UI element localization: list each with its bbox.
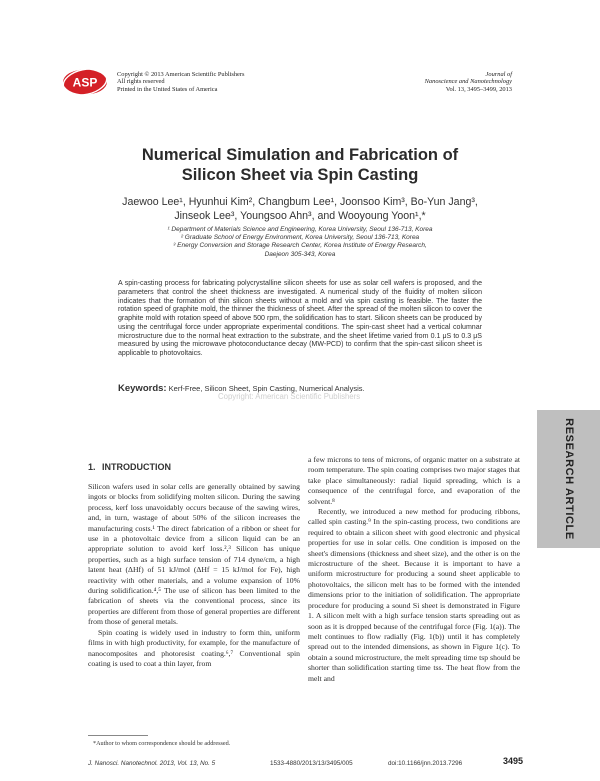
- journal-line-2: Nanoscience and Nanotechnology: [424, 78, 512, 86]
- header-left: [117, 71, 245, 93]
- section-heading: [88, 462, 171, 472]
- abstract: A spin-casting process for fabricating polycrystalline silicon sheets for use as solar cell wafers is proposed, and the parameters that control the sheet thickness are investigated. A numerical study of the fluidity of molten silicon indicates that the formation of thin silicon sheets without a mold and via spin casting is feasible. The faster the rotation speed of graphite mold, the thinner the thickness of sheet. After the spread of the molten silicon to cover the graphite mold with rotation speed of above 500 rpm, the solidification has to start. Silicon sheets can be produced by using the centrifugal force under appropriate experimental conditions. The spin-cast sheet had a vertical columnar microstructure due to the normal heat extraction to the substrate, and the sheet lifetime varied from 0.1 μS to 0.3 μS measured by using the microwave photoconductance decay (MW-PCD) to confirm that the spin-cast silicon sheet is applicable to photovoltaics.: [118, 280, 482, 357]
- affiliation-1: ¹ Department of Materials Science and Engineering, Korea University, Seoul 136-713, Korea: [167, 226, 433, 233]
- footer-journal: J. Nanosci. Nanotechnol. 2013, Vol. 13, No. 5: [88, 760, 216, 767]
- column-left: [88, 482, 300, 669]
- affiliation-3b: Daejeon 305-343, Korea: [264, 250, 336, 258]
- paragraph: Spin coating is widely used in industry to form thin, uniform films in with high productivity, for example, for the manufacture of nanocomposites and photoresist coating.⁶,⁷ Conventional spin coating is used to coat a thin layer, from: [88, 627, 300, 668]
- section-title: INTRODUCTION: [102, 462, 172, 472]
- keywords-label: Keywords:: [118, 383, 167, 394]
- asp-logo: [62, 68, 108, 96]
- section-number: 1.: [88, 462, 96, 472]
- affiliations: [120, 226, 480, 259]
- authors-line-1: Jaewoo Lee¹, Hyunhui Kim², Changbum Lee¹, Joonsoo Kim³, Bo-Yun Jang³,: [122, 196, 478, 208]
- research-article-tab: [537, 410, 600, 548]
- title-line-1: Numerical Simulation and Fabrication of: [141, 146, 459, 164]
- rights-line: All rights reserved: [117, 78, 165, 86]
- affiliation-3: ³ Energy Conversion and Storage Research Center, Korea Institute of Energy Research,: [173, 242, 427, 250]
- journal-line-1: Journal of: [485, 71, 512, 78]
- side-tab-label: RESEARCH ARTICLE: [562, 418, 575, 540]
- printed-line: Printed in the United States of America: [117, 85, 218, 93]
- watermark: Copyright: American Scientific Publishers: [218, 392, 361, 401]
- volume-line: Vol. 13, 3495–3499, 2013: [445, 85, 512, 93]
- paragraph: a few microns to tens of microns, of organic matter on a substrate at room temperature. The spin coating comprises two major stages that take place simultaneously: radial liquid spreading, which is a consequence of the centrifugal force, and evaporation of the solvent.⁸: [308, 455, 520, 506]
- logo-text: ASP: [72, 75, 98, 90]
- footnote-rule: [88, 735, 148, 736]
- footer-doi: doi:10.1166/jnn.2013.7296: [388, 760, 463, 767]
- column-right: [308, 455, 520, 684]
- paper-title: [0, 145, 600, 185]
- page-number: 3495: [503, 756, 524, 766]
- affiliation-2: ² Graduate School of Energy Environment, Korea University, Seoul 136-713, Korea: [180, 234, 420, 242]
- footnote: *Author to whom correspondence should be addressed.: [93, 740, 231, 747]
- footer-issn: 1533-4880/2013/13/3495/005: [270, 760, 353, 767]
- title-line-2: Silicon Sheet via Spin Casting: [181, 166, 419, 184]
- header-right: [425, 71, 512, 93]
- copyright-line: Copyright © 2013 American Scientific Publishers: [117, 71, 245, 78]
- paragraph: Recently, we introduced a new method for producing ribbons, called spin casting.⁹ In the spin-casting process, two conditions are required to obtain a silicon sheet with good electronic and physical properties for use in solar cells. One condition is imposed on the sheet's dimensions (thickness and sheet size), and the other is on the microstructure of the sheet. Because it is important to have a uniform microstructure for producing a sound sheet applicable to photovoltaics, the silicon melt has to be formed with the intended dimensions prior to the initiation of solidification. The appropriate procedure for producing a sound Si sheet is demonstrated in Figure 1. A silicon melt with a high surface tension starts spreading out as soon as it is dropped because of the centrifugal force (Fig. 1(a)). The melt continues to flow radially (Fig. 1(b)) until it has completely spread out to the intended dimensions, as shown in Figure 1(c). To obtain a sound microstructure, the melt spreading time tsp should be shorter than solidification starting time tss. The heat flow from the melt and: [308, 507, 520, 683]
- keywords-text: Kerf-Free, Silicon Sheet, Spin Casting, Numerical Analysis.: [168, 384, 365, 393]
- authors-line-2: Jinseok Lee³, Youngsoo Ahn³, and Wooyoung Yoon¹,*: [174, 209, 426, 222]
- author-list: [100, 196, 500, 224]
- paragraph: Silicon wafers used in solar cells are generally obtained by sawing ingots or blocks from solidifying molten silicon. During the sawing process, kerf loss unavoidably occurs because of the sawing wires, and, in turn, wastage of about 50% of the silicon increases the manufacturing costs.¹ The direct fabrication of a ribbon or sheet for use in a photovoltaic device from a silicon liquid can be an appropriate solution to avoid kerf loss.²,³ Silicon has unique properties, such as a high surface tension of 714 dyne/cm, a high latent heat (ΔHf) of 51 kJ/mol (ΔHf = 15 kJ/mol for Fe), high reactivity with other materials, and a volume expansion of 10% during solidification.⁴,⁵ The use of silicon has been limited to the fabrication of sheets via the conventional process, since its properties are different from those of general properties are different from those of general metals.: [88, 482, 300, 627]
